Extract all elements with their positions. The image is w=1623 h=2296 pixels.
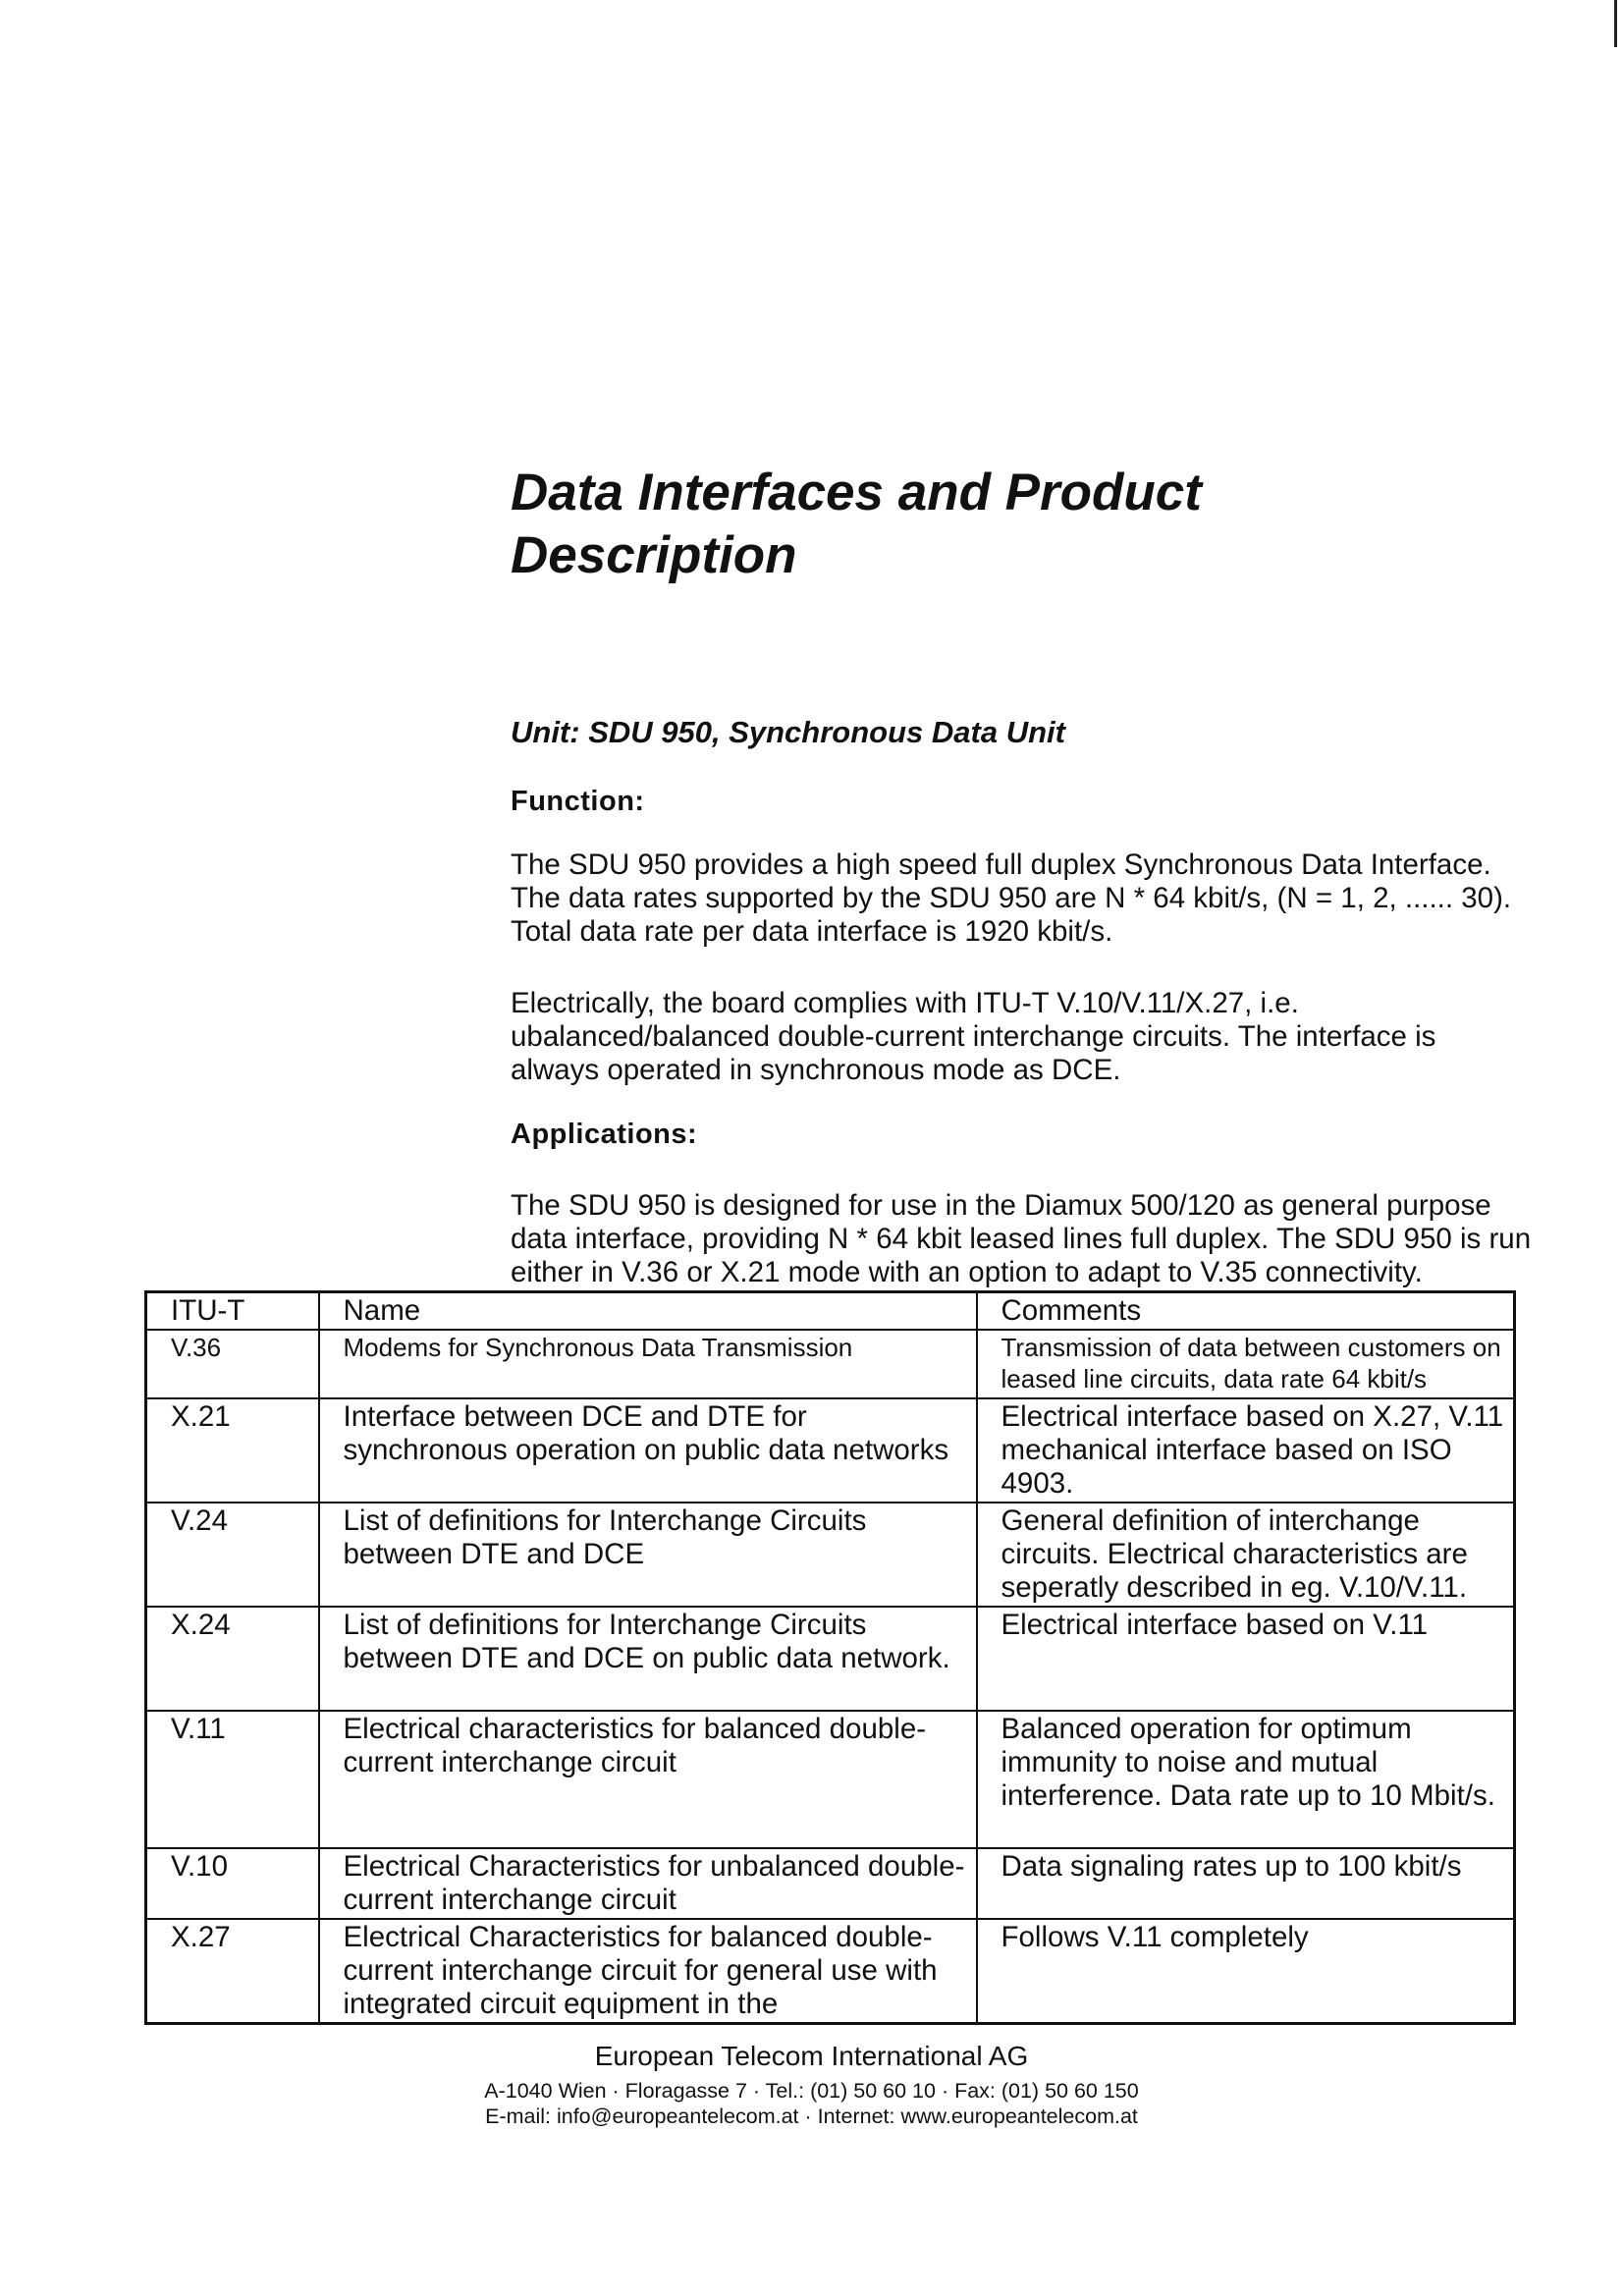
- function-heading: Function:: [511, 786, 645, 817]
- itu-standards-table: [144, 1290, 1516, 2025]
- cell-comments: Electrical interface based on V.11: [977, 1607, 1515, 1711]
- function-paragraph-2: Electrically, the board complies with ITU-T V.10/V.11/X.27, i.e. ubalanced/balanced double-current interchange circuits. The interface is always operated in synchronous mode as DCE.: [511, 987, 1436, 1086]
- cell-comments: Electrical interface based on X.27, V.11 mechanical interface based on ISO 4903.: [977, 1398, 1515, 1503]
- document-title: Data Interfaces and Product Description: [511, 464, 1202, 584]
- cell-itu: X.21: [146, 1398, 319, 1503]
- applications-heading: Applications:: [511, 1119, 698, 1150]
- cell-name: Electrical characteristics for balanced double-current interchange circuit: [319, 1711, 977, 1848]
- cell-itu: V.11: [146, 1711, 319, 1848]
- cell-comments: Transmission of data between customers on leased line circuits, data rate 64 kbit/s: [977, 1330, 1515, 1398]
- table-row: [146, 1398, 1515, 1503]
- cell-comments: Balanced operation for optimum immunity to noise and mutual interference. Data rate up to 10 Mbit/s.: [977, 1711, 1515, 1848]
- cell-name: Interface between DCE and DTE for synchronous operation on public data networks: [319, 1398, 977, 1503]
- header-itu-t: ITU-T: [146, 1292, 319, 1331]
- cell-itu: V.36: [146, 1330, 319, 1398]
- cell-name: List of definitions for Interchange Circuits between DTE and DCE on public data network.: [319, 1607, 977, 1711]
- footer-address: A-1040 Wien · Floragasse 7 · Tel.: (01) 50 60 10 · Fax: (01) 50 60 150: [484, 2079, 1139, 2103]
- function-paragraph-1: The SDU 950 provides a high speed full duplex Synchronous Data Interface. The data rates supported by the SDU 950 are N * 64 kbit/s, (N = 1, 2, ...... 30). Total data rate per data interface is 1920 kbit/s.: [511, 848, 1512, 948]
- table-header-row: [146, 1292, 1515, 1331]
- table-row: [146, 1607, 1515, 1711]
- cell-name: Electrical Characteristics for balanced double-current interchange circuit for general use with integrated circuit equipment in the: [319, 1919, 977, 2023]
- cell-name: Electrical Characteristics for unbalanced double-current interchange circuit: [319, 1848, 977, 1919]
- table-row: [146, 1503, 1515, 1607]
- cell-itu: V.24: [146, 1503, 319, 1607]
- applications-paragraph: The SDU 950 is designed for use in the Diamux 500/120 as general purpose data interface, providing N * 64 kbit leased lines full duplex. The SDU 950 is run either in V.36 or X.21 mode with an option to adapt to V.35 connectivity.: [511, 1189, 1532, 1288]
- unit-subtitle: Unit: SDU 950, Synchronous Data Unit: [511, 715, 1065, 749]
- cell-comments: Data signaling rates up to 100 kbit/s: [977, 1848, 1515, 1919]
- cell-name: Modems for Synchronous Data Transmission: [319, 1330, 977, 1398]
- footer-contact: E-mail: info@europeantelecom.at · Internet: www.europeantelecom.at: [485, 2105, 1138, 2128]
- cell-name: List of definitions for Interchange Circuits between DTE and DCE: [319, 1503, 977, 1607]
- table-row: [146, 1711, 1515, 1848]
- cell-itu: V.10: [146, 1848, 319, 1919]
- table-row: [146, 1919, 1515, 2023]
- header-name: Name: [319, 1292, 977, 1331]
- cell-comments: General definition of interchange circuits. Electrical characteristics are seperatly described in eg. V.10/V.11.: [977, 1503, 1515, 1607]
- cell-itu: X.24: [146, 1607, 319, 1711]
- header-comments: Comments: [977, 1292, 1515, 1331]
- cell-comments: Follows V.11 completely: [977, 1919, 1515, 2023]
- scan-edge-mark: [1614, 0, 1617, 47]
- table-row: [146, 1848, 1515, 1919]
- table-row: [146, 1330, 1515, 1398]
- cell-itu: X.27: [146, 1919, 319, 2023]
- footer-company-name: European Telecom International AG: [594, 2041, 1029, 2071]
